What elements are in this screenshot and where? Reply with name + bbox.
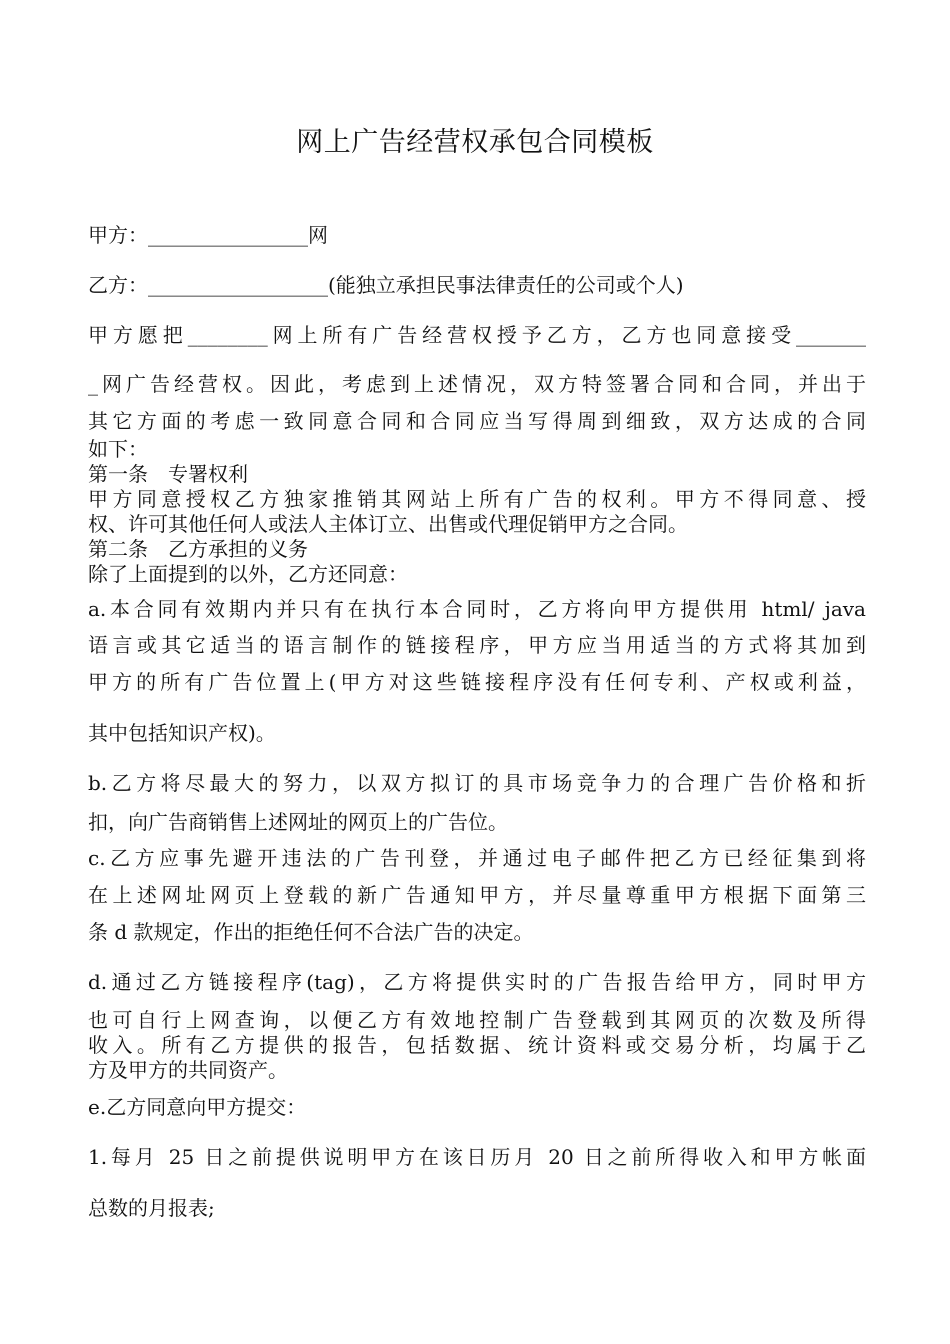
clause-a-line: 甲方的所有广告位置上(甲方对这些链接程序没有任何专利、产权或利益， <box>88 670 866 694</box>
clause-c-line: 在上述网址网页上登载的新广告通知甲方，并尽量尊重甲方根据下面第三 <box>88 883 866 907</box>
paragraph-line: 甲方同意授权乙方独家推销其网站上所有广告的权利。甲方不得同意、授 <box>88 487 866 511</box>
clause-e-line: e.乙方同意向甲方提交： <box>88 1095 307 1119</box>
clause-c-line: 条 d 款规定，作出的拒绝任何不合法广告的决定。 <box>88 920 534 944</box>
clause-d-line: 收入。所有乙方提供的报告，包括数据、统计资料或交易分析，均属于乙 <box>88 1033 866 1057</box>
clause-a-line: 语言或其它适当的语言制作的链接程序，甲方应当用适当的方式将其加到 <box>88 633 866 657</box>
paragraph-line: 甲方愿把________网上所有广告经营权授予乙方，乙方也同意接受_______ <box>88 323 866 347</box>
clause-d-line: 方及甲方的共同资产。 <box>88 1058 288 1082</box>
item-1-line: 总数的月报表; <box>88 1196 215 1220</box>
party-a-line: 甲方：________________网 <box>88 223 328 247</box>
clause-d-line: 也可自行上网查询，以便乙方有效地控制广告登载到其网页的次数及所得 <box>88 1008 866 1032</box>
paragraph-line: _网广告经营权。因此，考虑到上述情况，双方特签署合同和合同，并出于 <box>88 372 866 396</box>
item-1-line: 1.每月 25 日之前提供说明甲方在该日历月 20 日之前所得收入和甲方帐面 <box>88 1145 866 1169</box>
document-title: 网上广告经营权承包合同模板 <box>296 127 654 158</box>
clause-a-line: 其中包括知识产权)。 <box>88 721 276 745</box>
clause-c-line: c.乙方应事先避开违法的广告刊登，并通过电子邮件把乙方已经征集到将 <box>88 846 866 870</box>
clause-b-line: 扣，向广告商销售上述网址的网页上的广告位。 <box>88 810 508 834</box>
party-b-line: 乙方：__________________(能独立承担民事法律责任的公司或个人) <box>88 273 684 297</box>
paragraph-line: 如下： <box>88 437 148 461</box>
paragraph-line: 除了上面提到的以外，乙方还同意： <box>88 562 408 586</box>
paragraph-line: 权、许可其他任何人或法人主体订立、出售或代理促销甲方之合同。 <box>88 512 688 536</box>
article-2-heading: 第二条 乙方承担的义务 <box>88 537 308 561</box>
paragraph-line: 其它方面的考虑一致同意合同和合同应当写得周到细致，双方达成的合同 <box>88 409 866 433</box>
article-1-heading: 第一条 专署权利 <box>88 462 248 486</box>
clause-b-line: b.乙方将尽最大的努力，以双方拟订的具市场竞争力的合理广告价格和折 <box>88 771 866 795</box>
clause-a-line: a.本合同有效期内并只有在执行本合同时，乙方将向甲方提供用 html/ java <box>88 597 866 621</box>
clause-d-line: d.通过乙方链接程序(tag)，乙方将提供实时的广告报告给甲方，同时甲方 <box>88 970 866 994</box>
